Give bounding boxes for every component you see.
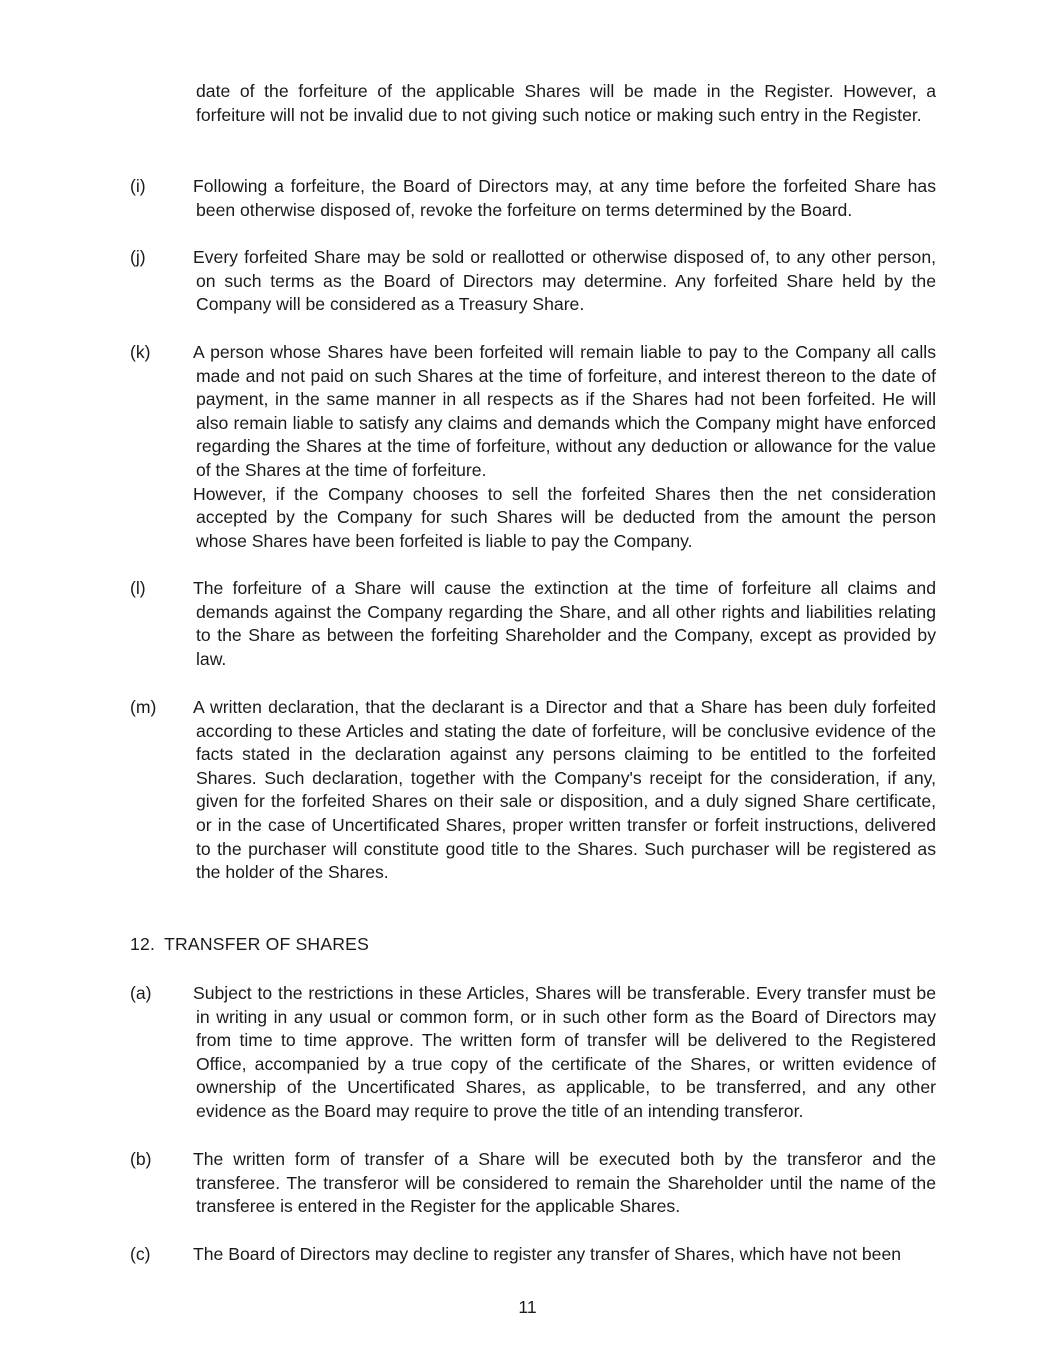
item-marker: (j) [130,247,146,267]
item-paragraph: The Board of Directors may decline to register any transfer of Shares, which have not been [193,1244,902,1264]
item-paragraph: A written declaration, that the declarant is a Director and that a Share has been duly forfeited according to these Articles and stating the date of forfeiture, will be conclusive evidence of the facts stated in the declaration against any persons claiming to be entitled to the forfeited Shares. Such declaration, together with the Company's receipt for the consideration, if any, given for the forfeited Shares on their sale or disposition, and a duly signed Share certificate, or in the case of Uncertificated Shares, proper written transfer or forfeit instructions, delivered to the purchaser will constitute good title to the Shares. Such purchaser will be registered as the holder of the Shares. [193,697,936,883]
item-body [193,696,936,885]
section-title: TRANSFER OF SHARES [164,934,370,954]
item-paragraph: Subject to the restrictions in these Articles, Shares will be transferable. Every transfer must be in writing in any usual or common form, or in such other form as the Board of Directors may from time to time approve. The written form of transfer will be delivered to the Registered Office, accompanied by a true copy of the certificate of the Shares, or written evidence of ownership of the Uncertificated Shares, as applicable, to be transferred, and any other evidence as the Board may require to prove the title of an intending transferor. [193,983,936,1121]
section-heading [130,933,369,957]
item-paragraph: The written form of transfer of a Share will be executed both by the transferor and the transferee. The transferor will be considered to remain the Shareholder until the name of the transferee is entered in the Register for the applicable Shares. [193,1149,936,1217]
article-item-b [130,1148,936,1219]
continuation-paragraph [196,80,936,127]
item-marker: (m) [130,697,157,717]
item-body [193,1243,936,1267]
article-item-a [130,982,936,1124]
item-paragraph: Following a forfeiture, the Board of Directors may, at any time before the forfeited Share has been otherwise disposed of, revoke the forfeiture on terms determined by the Board. [193,176,936,220]
item-body [193,1148,936,1219]
item-marker: (i) [130,176,146,196]
article-item-j [130,246,936,317]
item-paragraph: However, if the Company chooses to sell the forfeited Shares then the net consideration accepted by the Company for such Shares will be deducted from the amount the person whose Shares have been forfeited is liable to pay the Company. [193,483,936,551]
article-item-l [130,577,936,671]
item-marker: (c) [130,1244,151,1264]
page-number: 11 [518,1297,537,1317]
article-item-k [130,341,936,553]
article-item-m [130,696,936,885]
item-paragraph: Every forfeited Share may be sold or reallotted or otherwise disposed of, to any other person, on such terms as the Board of Directors may determine. Any forfeited Share held by the Company will be considered as a Treasury Share. [193,247,936,315]
item-paragraph: The forfeiture of a Share will cause the extinction at the time of forfeiture all claims and demands against the Company regarding the Share, and all other rights and liabilities relating to the Share as between the forfeiting Shareholder and the Company, except as provided by law. [193,578,936,669]
section-number: 12. [130,934,156,954]
item-marker: (k) [130,342,151,362]
item-body [193,246,936,317]
continuation-text: date of the forfeiture of the applicable Shares will be made in the Register. However, a forfeiture will not be invalid due to not giving such notice or making such entry in the Register. [196,81,936,125]
item-paragraph: A person whose Shares have been forfeited will remain liable to pay to the Company all calls made and not paid on such Shares at the time of forfeiture, and interest thereon to the date of payment, in the same manner in all respects as if the Shares had not been forfeited. He will also remain liable to satisfy any claims and demands which the Company might have enforced regarding the Shares at the time of forfeiture, without any deduction or allowance for the value of the Shares at the time of forfeiture. [193,342,936,480]
article-item-c [130,1243,936,1267]
article-item-i [130,175,936,222]
item-marker: (b) [130,1149,152,1169]
item-body [193,175,936,222]
item-marker: (l) [130,578,146,598]
item-marker: (a) [130,983,152,1003]
item-body [193,982,936,1124]
item-body [193,577,936,671]
item-body [193,341,936,553]
